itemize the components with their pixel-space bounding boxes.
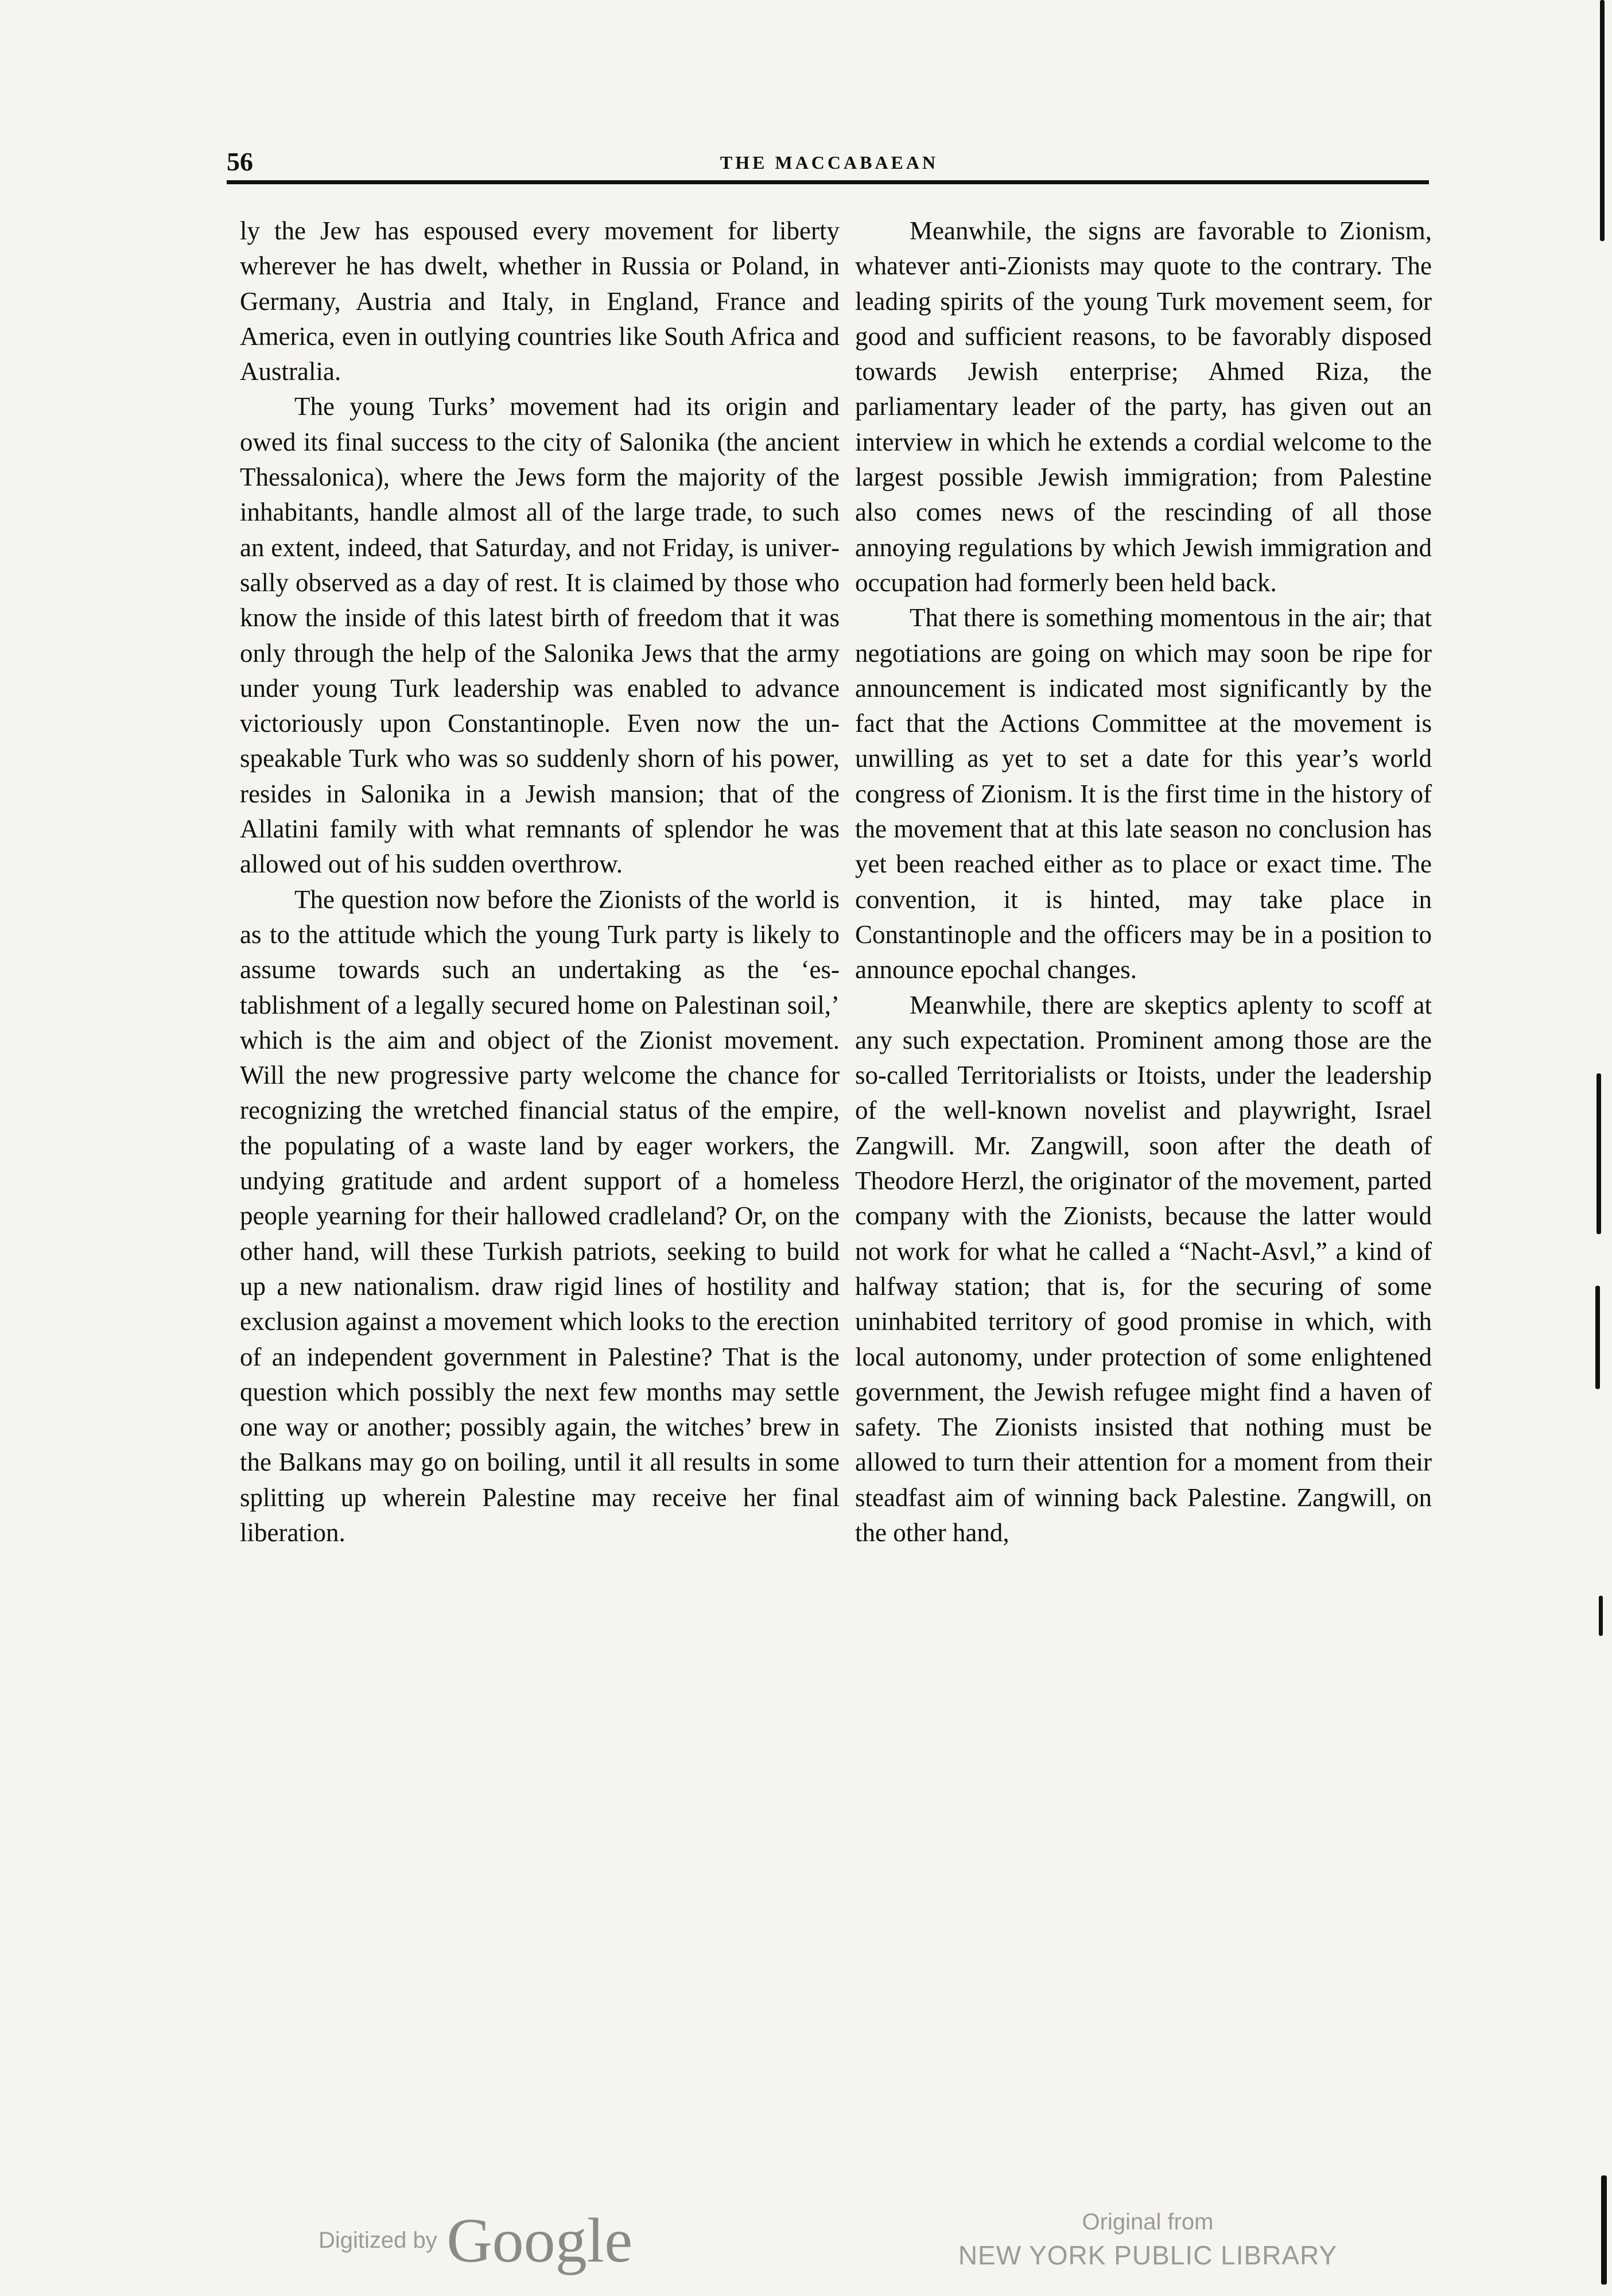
page-number: 56 [227, 147, 253, 176]
header-rule [227, 180, 1429, 184]
scan-edge-mark [1599, 1596, 1603, 1636]
library-name: NEW YORK PUBLIC LIBRARY [958, 2240, 1338, 2270]
scan-edge-mark [1601, 2175, 1607, 2285]
digitized-by-google-watermark [318, 2204, 632, 2277]
scan-edge-mark [1597, 1073, 1601, 1234]
google-logo: Google [446, 2205, 633, 2275]
paragraph: Meanwhile, the signs are favorable to Zionism, whatever anti-Zionists may quote to the contrary. The leading spirits of the young Turk movement seem, for good and sufficient reasons, to be favorably disposed towards Jewish enterprise; Ahmed Riza, the parliamentary leader of the party, has given out an interview in which he extends a cordial welcome to the largest possible Jewish immigration; from Palestine also comes news of the rescinding of all those annoying regulations by which Jewish immigration and occupation had formerly been held back. [855, 216, 1432, 597]
paragraph: Meanwhile, there are skeptics aplenty to scoff at any such expectation. Prominent among those are the so-called Territorialists or Itoists, under the leadership of the well-known novelist and playwright, Israel Zangwill. Mr. Zangwill, soon after the death of Theodore Herzl, the originator of the movement, parted company with the Zionists, because the latter would not work for what he called a “Nacht-Asvl,” a kind of halfway station; that is, for the securing of some uninhabited territory of good promise in which, with local autonomy, under protection of some enlightened government, the Jewish refugee might find a haven of safety. The Zionists insisted that nothing must be allowed to turn their attention for a moment from their steadfast aim of winning back Palestine. Zangwill, on the other hand, [855, 990, 1432, 1547]
right-column [855, 214, 1432, 1550]
left-column [240, 214, 840, 1550]
running-title: THE MACCABAEAN [720, 152, 939, 173]
original-from-label: Original from [1082, 2209, 1214, 2235]
paragraph: ly the Jew has espoused every movement for liberty wherever he has dwelt, whether in Russia or Poland, in Germany, Austria and Italy, in England, France and America, even in outlying countries like South Africa and Australia. [240, 216, 840, 386]
digitized-by-label: Digitized by [318, 2228, 437, 2253]
paragraph: The young Turks’ movement had its origin and owed its final success to the city of Salonika (the ancient Thessalonica), where the Jews form the majority of the inhabitants, handle almost all of the large trade, to such an extent, indeed, that Saturday, and not Friday, is universally observed as a day of rest. It is claimed by those who know the inside of this latest birth of freedom that it was only through the help of the Salonika Jews that the army under young Turk leadership was enabled to advance victoriously upon Constantinople. Even now the unspeakable Turk who was so suddenly shorn of his power, resides in Salonika in a Jewish mansion; that of the Allatini family with what remnants of splendor he was allowed out of his sudden overthrow. [240, 392, 840, 879]
scan-edge-mark [1600, 0, 1605, 241]
paragraph: The question now before the Zionists of the world is as to the attitude which the young Turk party is likely to assume towards such an undertaking as the ‘establishment of a legally secured home on Palestinan soil,’ which is the aim and object of the Zionist movement. Will the new progressive party welcome the chance for recognizing the wretched financial status of the empire, the populating of a waste land by eager workers, the undying gratitude and ardent support of a homeless people yearning for their hallowed cradleland? Or, on the other hand, will these Turkish patriots, seeking to build up a new nationalism. draw rigid lines of hostility and exclusion against a movement which looks to the erection of an independent government in Palestine? That is the question which possibly the next few months may settle one way or another; possibly again, the witches’ brew in the Balkans may go on boiling, until it all results in some splitting up wherein Palestine may receive her final liberation. [240, 885, 840, 1547]
paragraph: That there is something momentous in the air; that negotiations are going on which may soon be ripe for announcement is indicated most significantly by the fact that the Actions Committee at the movement is unwilling as yet to set a date for this year’s world congress of Zionism. It is the first time in the history of the movement that at this late season no conclusion has yet been reached either as to place or exact time. The convention, it is hinted, may take place in Constantinople and the officers may be in a position to announce epochal changes. [855, 603, 1432, 984]
page-header [227, 146, 1432, 181]
library-source-watermark [941, 2206, 1354, 2272]
scan-edge-mark [1595, 1286, 1600, 1389]
